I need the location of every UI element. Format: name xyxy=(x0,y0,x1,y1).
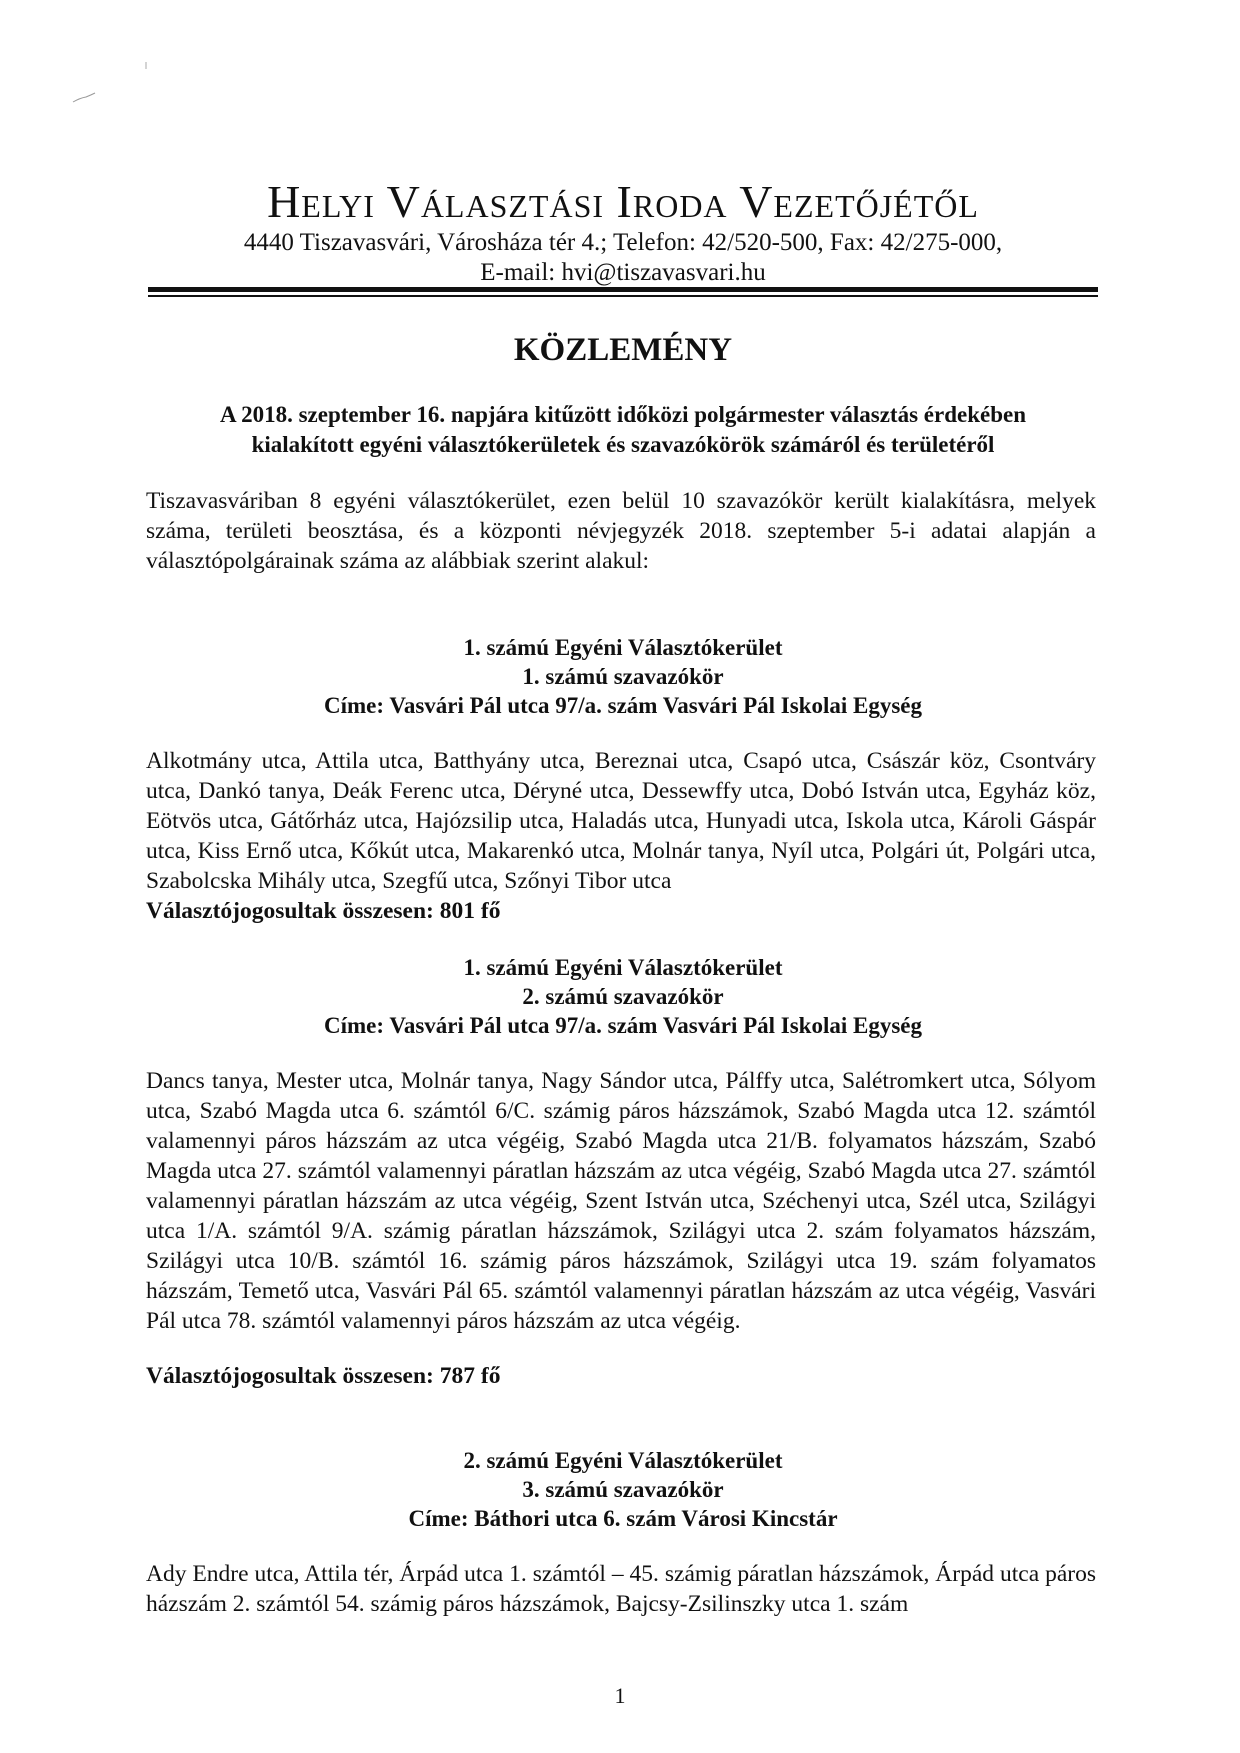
polling-station-title: 2. számú szavazókör xyxy=(522,984,724,1009)
polling-station-title: 1. számú szavazókör xyxy=(522,664,724,689)
document-subject xyxy=(148,400,1098,460)
district-title: 1. számú Egyéni Választókerület xyxy=(463,955,783,980)
letterhead-divider-thin xyxy=(148,295,1098,297)
letterhead-divider-thick xyxy=(148,287,1098,292)
page-number: 1 xyxy=(614,1683,626,1708)
section-2-streets: Dancs tanya, Mester utca, Molnár tanya, Nagy Sándor utca, Pálffy utca, Salétromkert utca, Sólyom utca, Szabó Magda utca 6. számtól 6/C. számig páros házszámok, Szabó Magda utca 12. számtól valamennyi páros házszám az utca végéig, Szabó Magda utca 21/B. folyamatos házszám, Szabó Magda utca 27. számtól valamennyi páratlan házszám az utca végéig, Szabó Magda utca 27. számtól valamennyi páratlan házszám az utca végéig, Szent István utca, Széchenyi utca, Szél utca, Szilágyi utca 1/A. számtól 9/A. számig páratlan házszámok, Szilágyi utca 2. szám folyamatos házszám, Szilágyi utca 10/B. számtól 16. számig páros házszámok, Szilágyi utca 19. szám folyamatos házszám, Temető utca, Vasvári Pál 65. számtól valamennyi páratlan házszám az utca végéig, Vasvári Pál utca 78. számtól valamennyi páros házszám az utca végéig. xyxy=(146,1068,1096,1334)
subject-line-2: kialakított egyéni választókerületek és szavazókörök számáról és területéről xyxy=(251,432,995,457)
letterhead-email: E-mail: hvi@tiszavasvari.hu xyxy=(480,259,766,286)
polling-station-address: Címe: Vasvári Pál utca 97/a. szám Vasvári Pál Iskolai Egység xyxy=(323,693,922,718)
polling-station-address: Címe: Vasvári Pál utca 97/a. szám Vasvári Pál Iskolai Egység xyxy=(323,1013,922,1038)
scan-speck-mark-small xyxy=(144,62,148,70)
document-heading: KÖZLEMÉNY xyxy=(513,332,733,368)
section-3-streets: Ady Endre utca, Attila tér, Árpád utca 1. számtól – 45. számig páratlan házszámok, Árpád utca páros házszám 2. számtól 54. számig páros házszámok, Bajcsy-Zsilinszky utca 1. szám xyxy=(146,1561,1096,1617)
subject-line-1: A 2018. szeptember 16. napjára kitűzött időközi polgármester választás érdekében xyxy=(220,402,1026,427)
district-title: 1. számú Egyéni Választókerület xyxy=(463,635,783,660)
section-2-total: Választójogosultak összesen: 787 fő xyxy=(146,1363,501,1389)
letterhead xyxy=(148,176,1098,288)
district-title: 2. számú Egyéni Választókerület xyxy=(463,1448,783,1473)
section-1-streets: Alkotmány utca, Attila utca, Batthyány utca, Bereznai utca, Csapó utca, Császár köz, Csontváry utca, Dankó tanya, Deák Ferenc utca, Déryné utca, Dessewffy utca, Dobó István utca, Egyház köz, Eötvös utca, Gátőrház utca, Hajózsilip utca, Haladás utca, Hunyadi utca, Iskola utca, Károli Gáspár utca, Kiss Ernő utca, Kőkút utca, Makarenkó utca, Molnár tanya, Nyíl utca, Polgári út, Polgári utca, Szabolcska Mihály utca, Szegfű utca, Szőnyi Tibor utca xyxy=(146,748,1096,894)
section-1-header xyxy=(148,633,1098,720)
intro-paragraph: Tiszavasváriban 8 egyéni választókerület, ezen belül 10 szavazókör került kialakításra, melyek száma, területi beosztása, és a központi névjegyzék 2018. szeptember 5-i adatai alapján a választópolgárainak száma az alábbiak szerint alakul: xyxy=(146,488,1096,574)
letterhead-address: 4440 Tiszavasvári, Városháza tér 4.; Telefon: 42/520-500, Fax: 42/275-000, xyxy=(243,229,1003,256)
letterhead-title: Helyi Választási Iroda Vezetőjétől xyxy=(267,176,979,227)
polling-station-address: Címe: Báthori utca 6. szám Városi Kincstár xyxy=(408,1506,838,1531)
section-3-header xyxy=(148,1446,1098,1533)
scan-speck-mark xyxy=(72,92,96,104)
polling-station-title: 3. számú szavazókör xyxy=(522,1477,724,1502)
section-2-header xyxy=(148,953,1098,1040)
section-1-total: Választójogosultak összesen: 801 fő xyxy=(146,898,501,924)
